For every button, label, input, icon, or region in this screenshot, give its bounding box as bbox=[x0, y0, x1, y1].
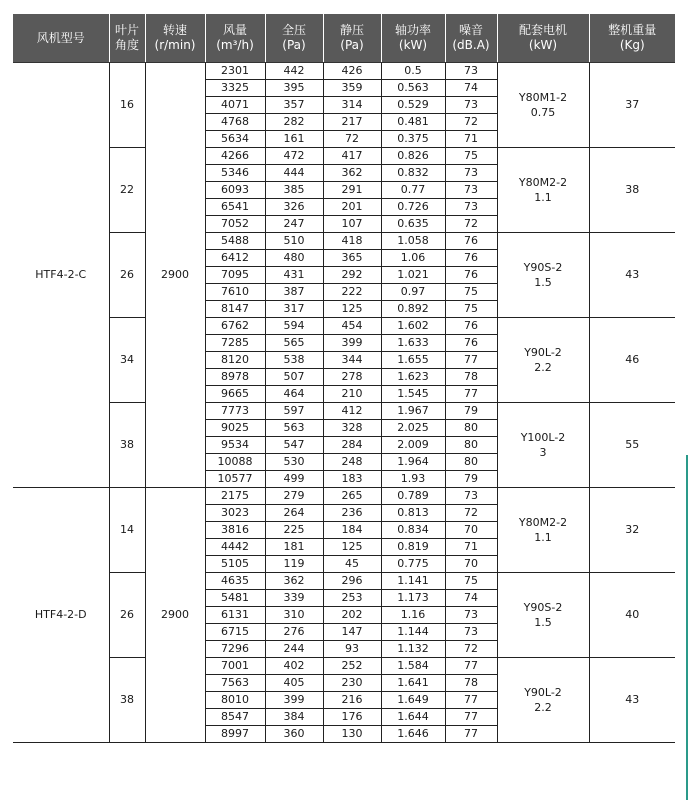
noise-cell: 72 bbox=[445, 216, 497, 233]
static-pressure-cell: 284 bbox=[323, 437, 381, 454]
total-pressure-cell: 181 bbox=[265, 539, 323, 556]
shaft-power-cell: 1.967 bbox=[381, 403, 445, 420]
shaft-power-cell: 0.789 bbox=[381, 488, 445, 505]
shaft-power-cell: 0.726 bbox=[381, 199, 445, 216]
shaft-power-cell: 1.141 bbox=[381, 573, 445, 590]
flow-cell: 3023 bbox=[205, 505, 265, 522]
table-row bbox=[13, 233, 675, 250]
flow-cell: 5634 bbox=[205, 131, 265, 148]
angle-cell: 38 bbox=[109, 403, 145, 488]
flow-cell: 7296 bbox=[205, 641, 265, 658]
static-pressure-cell: 399 bbox=[323, 335, 381, 352]
motor-cell: Y90L-2 2.2 bbox=[497, 318, 589, 403]
angle-cell: 26 bbox=[109, 573, 145, 658]
model-cell: HTF4-2-C bbox=[13, 63, 109, 488]
total-pressure-cell: 225 bbox=[265, 522, 323, 539]
header-total-pressure: 全压 (Pa) bbox=[265, 14, 323, 63]
total-pressure-cell: 538 bbox=[265, 352, 323, 369]
static-pressure-cell: 176 bbox=[323, 709, 381, 726]
total-pressure-cell: 565 bbox=[265, 335, 323, 352]
noise-cell: 76 bbox=[445, 335, 497, 352]
flow-cell: 5105 bbox=[205, 556, 265, 573]
static-pressure-cell: 184 bbox=[323, 522, 381, 539]
noise-cell: 75 bbox=[445, 284, 497, 301]
static-pressure-cell: 125 bbox=[323, 301, 381, 318]
noise-cell: 75 bbox=[445, 301, 497, 318]
noise-cell: 73 bbox=[445, 165, 497, 182]
total-pressure-cell: 480 bbox=[265, 250, 323, 267]
flow-cell: 4266 bbox=[205, 148, 265, 165]
flow-cell: 7563 bbox=[205, 675, 265, 692]
flow-cell: 10577 bbox=[205, 471, 265, 488]
total-pressure-cell: 317 bbox=[265, 301, 323, 318]
noise-cell: 80 bbox=[445, 437, 497, 454]
noise-cell: 70 bbox=[445, 556, 497, 573]
shaft-power-cell: 1.641 bbox=[381, 675, 445, 692]
table-row bbox=[13, 148, 675, 165]
total-pressure-cell: 597 bbox=[265, 403, 323, 420]
shaft-power-cell: 0.775 bbox=[381, 556, 445, 573]
weight-cell: 43 bbox=[589, 233, 675, 318]
noise-cell: 73 bbox=[445, 63, 497, 80]
shaft-power-cell: 2.009 bbox=[381, 437, 445, 454]
flow-cell: 9665 bbox=[205, 386, 265, 403]
shaft-power-cell: 0.826 bbox=[381, 148, 445, 165]
static-pressure-cell: 93 bbox=[323, 641, 381, 658]
static-pressure-cell: 252 bbox=[323, 658, 381, 675]
weight-cell: 38 bbox=[589, 148, 675, 233]
noise-cell: 71 bbox=[445, 539, 497, 556]
static-pressure-cell: 454 bbox=[323, 318, 381, 335]
static-pressure-cell: 278 bbox=[323, 369, 381, 386]
shaft-power-cell: 0.563 bbox=[381, 80, 445, 97]
edge-accent-line bbox=[686, 455, 688, 800]
noise-cell: 72 bbox=[445, 114, 497, 131]
shaft-power-cell: 1.058 bbox=[381, 233, 445, 250]
static-pressure-cell: 417 bbox=[323, 148, 381, 165]
flow-cell: 6093 bbox=[205, 182, 265, 199]
static-pressure-cell: 45 bbox=[323, 556, 381, 573]
flow-cell: 7052 bbox=[205, 216, 265, 233]
header-noise: 噪音 (dB.A) bbox=[445, 14, 497, 63]
total-pressure-cell: 507 bbox=[265, 369, 323, 386]
table-row bbox=[13, 318, 675, 335]
noise-cell: 73 bbox=[445, 182, 497, 199]
noise-cell: 73 bbox=[445, 199, 497, 216]
noise-cell: 73 bbox=[445, 607, 497, 624]
static-pressure-cell: 265 bbox=[323, 488, 381, 505]
shaft-power-cell: 0.892 bbox=[381, 301, 445, 318]
static-pressure-cell: 236 bbox=[323, 505, 381, 522]
flow-cell: 6715 bbox=[205, 624, 265, 641]
noise-cell: 76 bbox=[445, 233, 497, 250]
shaft-power-cell: 1.93 bbox=[381, 471, 445, 488]
shaft-power-cell: 1.602 bbox=[381, 318, 445, 335]
weight-cell: 55 bbox=[589, 403, 675, 488]
total-pressure-cell: 279 bbox=[265, 488, 323, 505]
flow-cell: 8547 bbox=[205, 709, 265, 726]
total-pressure-cell: 399 bbox=[265, 692, 323, 709]
shaft-power-cell: 1.021 bbox=[381, 267, 445, 284]
shaft-power-cell: 0.77 bbox=[381, 182, 445, 199]
static-pressure-cell: 147 bbox=[323, 624, 381, 641]
total-pressure-cell: 444 bbox=[265, 165, 323, 182]
shaft-power-cell: 1.644 bbox=[381, 709, 445, 726]
static-pressure-cell: 217 bbox=[323, 114, 381, 131]
flow-cell: 9534 bbox=[205, 437, 265, 454]
shaft-power-cell: 0.813 bbox=[381, 505, 445, 522]
total-pressure-cell: 499 bbox=[265, 471, 323, 488]
noise-cell: 77 bbox=[445, 352, 497, 369]
shaft-power-cell: 1.633 bbox=[381, 335, 445, 352]
noise-cell: 77 bbox=[445, 658, 497, 675]
table-row bbox=[13, 658, 675, 675]
header-model: 风机型号 bbox=[13, 14, 109, 63]
shaft-power-cell: 1.132 bbox=[381, 641, 445, 658]
total-pressure-cell: 362 bbox=[265, 573, 323, 590]
total-pressure-cell: 247 bbox=[265, 216, 323, 233]
total-pressure-cell: 594 bbox=[265, 318, 323, 335]
shaft-power-cell: 1.623 bbox=[381, 369, 445, 386]
static-pressure-cell: 418 bbox=[323, 233, 381, 250]
static-pressure-cell: 125 bbox=[323, 539, 381, 556]
noise-cell: 75 bbox=[445, 573, 497, 590]
static-pressure-cell: 291 bbox=[323, 182, 381, 199]
flow-cell: 4071 bbox=[205, 97, 265, 114]
angle-cell: 22 bbox=[109, 148, 145, 233]
shaft-power-cell: 1.144 bbox=[381, 624, 445, 641]
weight-cell: 37 bbox=[589, 63, 675, 148]
header-static-pressure: 静压 (Pa) bbox=[323, 14, 381, 63]
noise-cell: 73 bbox=[445, 488, 497, 505]
table-row bbox=[13, 488, 675, 505]
noise-cell: 71 bbox=[445, 131, 497, 148]
total-pressure-cell: 510 bbox=[265, 233, 323, 250]
motor-cell: Y100L-2 3 bbox=[497, 403, 589, 488]
motor-cell: Y80M2-2 1.1 bbox=[497, 148, 589, 233]
static-pressure-cell: 253 bbox=[323, 590, 381, 607]
weight-cell: 43 bbox=[589, 658, 675, 743]
shaft-power-cell: 0.97 bbox=[381, 284, 445, 301]
shaft-power-cell: 0.635 bbox=[381, 216, 445, 233]
total-pressure-cell: 161 bbox=[265, 131, 323, 148]
speed-cell: 2900 bbox=[145, 488, 205, 743]
flow-cell: 10088 bbox=[205, 454, 265, 471]
motor-cell: Y90S-2 1.5 bbox=[497, 573, 589, 658]
weight-cell: 32 bbox=[589, 488, 675, 573]
noise-cell: 72 bbox=[445, 641, 497, 658]
static-pressure-cell: 426 bbox=[323, 63, 381, 80]
noise-cell: 80 bbox=[445, 420, 497, 437]
shaft-power-cell: 0.819 bbox=[381, 539, 445, 556]
noise-cell: 77 bbox=[445, 386, 497, 403]
noise-cell: 79 bbox=[445, 403, 497, 420]
shaft-power-cell: 1.655 bbox=[381, 352, 445, 369]
header-motor: 配套电机 (kW) bbox=[497, 14, 589, 63]
noise-cell: 78 bbox=[445, 369, 497, 386]
static-pressure-cell: 201 bbox=[323, 199, 381, 216]
flow-cell: 5488 bbox=[205, 233, 265, 250]
model-cell: HTF4-2-D bbox=[13, 488, 109, 743]
total-pressure-cell: 385 bbox=[265, 182, 323, 199]
flow-cell: 8978 bbox=[205, 369, 265, 386]
noise-cell: 76 bbox=[445, 318, 497, 335]
static-pressure-cell: 359 bbox=[323, 80, 381, 97]
static-pressure-cell: 130 bbox=[323, 726, 381, 743]
angle-cell: 38 bbox=[109, 658, 145, 743]
flow-cell: 8010 bbox=[205, 692, 265, 709]
total-pressure-cell: 276 bbox=[265, 624, 323, 641]
static-pressure-cell: 365 bbox=[323, 250, 381, 267]
static-pressure-cell: 328 bbox=[323, 420, 381, 437]
static-pressure-cell: 202 bbox=[323, 607, 381, 624]
weight-cell: 40 bbox=[589, 573, 675, 658]
header-row bbox=[13, 14, 675, 63]
header-speed: 转速 (r/min) bbox=[145, 14, 205, 63]
shaft-power-cell: 1.16 bbox=[381, 607, 445, 624]
total-pressure-cell: 405 bbox=[265, 675, 323, 692]
flow-cell: 4768 bbox=[205, 114, 265, 131]
total-pressure-cell: 563 bbox=[265, 420, 323, 437]
shaft-power-cell: 1.545 bbox=[381, 386, 445, 403]
total-pressure-cell: 282 bbox=[265, 114, 323, 131]
angle-cell: 34 bbox=[109, 318, 145, 403]
flow-cell: 5481 bbox=[205, 590, 265, 607]
shaft-power-cell: 0.832 bbox=[381, 165, 445, 182]
total-pressure-cell: 547 bbox=[265, 437, 323, 454]
static-pressure-cell: 362 bbox=[323, 165, 381, 182]
shaft-power-cell: 1.06 bbox=[381, 250, 445, 267]
static-pressure-cell: 412 bbox=[323, 403, 381, 420]
noise-cell: 72 bbox=[445, 505, 497, 522]
flow-cell: 6541 bbox=[205, 199, 265, 216]
shaft-power-cell: 1.649 bbox=[381, 692, 445, 709]
flow-cell: 3325 bbox=[205, 80, 265, 97]
total-pressure-cell: 472 bbox=[265, 148, 323, 165]
total-pressure-cell: 326 bbox=[265, 199, 323, 216]
total-pressure-cell: 339 bbox=[265, 590, 323, 607]
noise-cell: 76 bbox=[445, 267, 497, 284]
total-pressure-cell: 244 bbox=[265, 641, 323, 658]
flow-cell: 7001 bbox=[205, 658, 265, 675]
noise-cell: 79 bbox=[445, 471, 497, 488]
static-pressure-cell: 107 bbox=[323, 216, 381, 233]
noise-cell: 73 bbox=[445, 97, 497, 114]
total-pressure-cell: 431 bbox=[265, 267, 323, 284]
weight-cell: 46 bbox=[589, 318, 675, 403]
motor-cell: Y90L-2 2.2 bbox=[497, 658, 589, 743]
total-pressure-cell: 530 bbox=[265, 454, 323, 471]
header-angle: 叶片 角度 bbox=[109, 14, 145, 63]
angle-cell: 14 bbox=[109, 488, 145, 573]
noise-cell: 77 bbox=[445, 692, 497, 709]
table-row bbox=[13, 403, 675, 420]
static-pressure-cell: 222 bbox=[323, 284, 381, 301]
total-pressure-cell: 384 bbox=[265, 709, 323, 726]
noise-cell: 74 bbox=[445, 80, 497, 97]
flow-cell: 2301 bbox=[205, 63, 265, 80]
flow-cell: 6412 bbox=[205, 250, 265, 267]
total-pressure-cell: 464 bbox=[265, 386, 323, 403]
flow-cell: 8997 bbox=[205, 726, 265, 743]
static-pressure-cell: 292 bbox=[323, 267, 381, 284]
shaft-power-cell: 1.646 bbox=[381, 726, 445, 743]
flow-cell: 3816 bbox=[205, 522, 265, 539]
total-pressure-cell: 442 bbox=[265, 63, 323, 80]
angle-cell: 26 bbox=[109, 233, 145, 318]
noise-cell: 70 bbox=[445, 522, 497, 539]
shaft-power-cell: 0.481 bbox=[381, 114, 445, 131]
motor-cell: Y80M1-2 0.75 bbox=[497, 63, 589, 148]
static-pressure-cell: 230 bbox=[323, 675, 381, 692]
static-pressure-cell: 72 bbox=[323, 131, 381, 148]
total-pressure-cell: 119 bbox=[265, 556, 323, 573]
shaft-power-cell: 1.584 bbox=[381, 658, 445, 675]
noise-cell: 80 bbox=[445, 454, 497, 471]
shaft-power-cell: 0.834 bbox=[381, 522, 445, 539]
shaft-power-cell: 2.025 bbox=[381, 420, 445, 437]
shaft-power-cell: 1.964 bbox=[381, 454, 445, 471]
shaft-power-cell: 0.375 bbox=[381, 131, 445, 148]
motor-cell: Y80M2-2 1.1 bbox=[497, 488, 589, 573]
static-pressure-cell: 183 bbox=[323, 471, 381, 488]
noise-cell: 77 bbox=[445, 726, 497, 743]
static-pressure-cell: 248 bbox=[323, 454, 381, 471]
flow-cell: 6131 bbox=[205, 607, 265, 624]
total-pressure-cell: 310 bbox=[265, 607, 323, 624]
fan-performance-table bbox=[13, 14, 675, 743]
static-pressure-cell: 344 bbox=[323, 352, 381, 369]
flow-cell: 8147 bbox=[205, 301, 265, 318]
flow-cell: 4635 bbox=[205, 573, 265, 590]
flow-cell: 5346 bbox=[205, 165, 265, 182]
shaft-power-cell: 1.173 bbox=[381, 590, 445, 607]
noise-cell: 78 bbox=[445, 675, 497, 692]
header-shaft-power: 轴功率 (kW) bbox=[381, 14, 445, 63]
flow-cell: 9025 bbox=[205, 420, 265, 437]
motor-cell: Y90S-2 1.5 bbox=[497, 233, 589, 318]
flow-cell: 7285 bbox=[205, 335, 265, 352]
angle-cell: 16 bbox=[109, 63, 145, 148]
noise-cell: 75 bbox=[445, 148, 497, 165]
static-pressure-cell: 210 bbox=[323, 386, 381, 403]
flow-cell: 7773 bbox=[205, 403, 265, 420]
total-pressure-cell: 360 bbox=[265, 726, 323, 743]
noise-cell: 73 bbox=[445, 624, 497, 641]
total-pressure-cell: 395 bbox=[265, 80, 323, 97]
shaft-power-cell: 0.5 bbox=[381, 63, 445, 80]
total-pressure-cell: 387 bbox=[265, 284, 323, 301]
static-pressure-cell: 296 bbox=[323, 573, 381, 590]
flow-cell: 7095 bbox=[205, 267, 265, 284]
header-weight: 整机重量 (Kg) bbox=[589, 14, 675, 63]
static-pressure-cell: 216 bbox=[323, 692, 381, 709]
static-pressure-cell: 314 bbox=[323, 97, 381, 114]
table-body bbox=[13, 63, 675, 743]
header-flow: 风量 (m³/h) bbox=[205, 14, 265, 63]
table-row bbox=[13, 573, 675, 590]
speed-cell: 2900 bbox=[145, 63, 205, 488]
total-pressure-cell: 357 bbox=[265, 97, 323, 114]
flow-cell: 6762 bbox=[205, 318, 265, 335]
noise-cell: 77 bbox=[445, 709, 497, 726]
flow-cell: 7610 bbox=[205, 284, 265, 301]
total-pressure-cell: 402 bbox=[265, 658, 323, 675]
flow-cell: 2175 bbox=[205, 488, 265, 505]
flow-cell: 4442 bbox=[205, 539, 265, 556]
shaft-power-cell: 0.529 bbox=[381, 97, 445, 114]
noise-cell: 76 bbox=[445, 250, 497, 267]
noise-cell: 74 bbox=[445, 590, 497, 607]
table-row bbox=[13, 63, 675, 80]
flow-cell: 8120 bbox=[205, 352, 265, 369]
total-pressure-cell: 264 bbox=[265, 505, 323, 522]
